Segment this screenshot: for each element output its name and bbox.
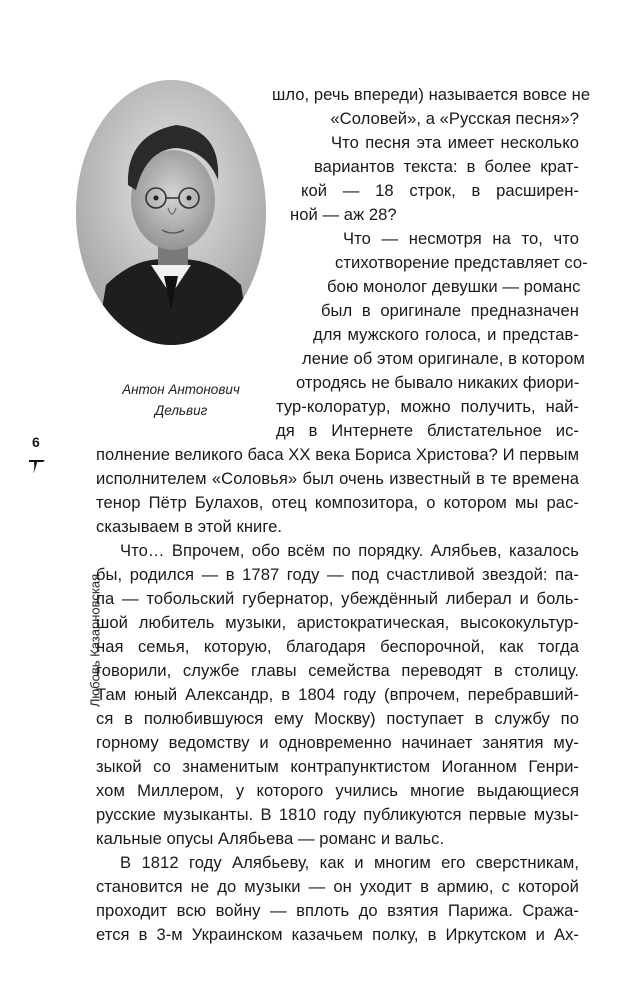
text-line: зыкой со знаменитым контрапунктистом Иоганном Генри- [96,757,579,776]
text-line: тур-колоратур, можно получить, най- [276,397,579,416]
text-line: кой — 18 строк, в расширен- [301,181,579,200]
caption-line: Антон Антонович [122,382,240,397]
text-line: ная семья, которую, благодаря беспорочной, как тогда [96,637,579,656]
text-line: Что — несмотря на то, что [343,229,579,248]
portrait-image [76,80,266,345]
page-number: 6 [32,434,40,450]
text-line: стихотворение представляет со- [335,253,588,272]
text-line: Что… Впрочем, обо всём по порядку. Алябьев, казалось [120,541,579,560]
text-line: становится не до музыки — он уходит в армию, с которой [96,877,579,896]
text-line: ление об этом оригинале, в котором [302,349,585,368]
text-line: полнение великого баса XX века Бориса Христова? И первым [96,445,580,464]
text-line: В 1812 году Алябьеву, как и многим его сверстникам, [120,853,579,872]
text-line: Что песня эта имеет несколько [331,133,579,152]
text-line: хом Миллером, у которого учились многие выдающиеся [96,781,579,800]
text-line: «Соловей», а «Русская песня»? [330,109,579,128]
text-line: горному ведомству и одновременно начинает занятия му- [96,733,579,752]
text-line: па — тобольский губернатор, убеждённый либерал и боль- [96,589,579,608]
text-line: отродясь не бывало никаких фиори- [296,373,580,392]
text-line: шло, речь впереди) называется вовсе не [272,85,591,104]
text-line: ной — аж 28? [290,205,397,224]
text-line: тенор Пётр Булахов, отец композитора, о котором мы рас- [96,493,579,512]
text-line: исполнителем «Соловья» был очень известный в те времена [96,469,579,488]
text-line: ся в полюбившуюся ему Москву) поступает в службу по [96,709,579,728]
portrait-caption [96,379,266,421]
running-author: Любовь Казарновская [87,573,103,708]
text-line: был в оригинале предназначен [321,301,579,320]
text-line: шой любитель музыки, аристократическая, высококультур- [96,613,579,632]
text-line: кальные опусы Алябьева — романс и вальс. [96,829,445,848]
text-line: говорили, службе главы семейства переводят в столицу. [96,661,579,680]
caption-line: Дельвиг [154,403,208,418]
text-line: вариантов текста: в более крат- [314,157,579,176]
text-line: проходит всю войну — вплоть до взятия Парижа. Сража- [96,901,579,920]
text-line: бы, родился — в 1787 году — под счастливой звездой: па- [96,565,579,584]
text-line: русские музыканты. В 1810 году публикуются первые музы- [96,805,579,824]
text-line: Там юный Александр, в 1804 году (впрочем, перебравший- [96,685,579,704]
text-line: для мужского голоса, и представ- [313,325,579,344]
text-line: сказываем в этой книге. [96,517,283,536]
portrait-delvig [76,80,266,345]
text-line: ется в 3-м Украинском казачьем полку, в Иркутском и Ах- [96,925,579,944]
text-line: бою монолог девушки — романс [327,277,581,296]
bird-icon [27,456,49,476]
text-line: дя в Интернете блистательное ис- [276,421,579,440]
